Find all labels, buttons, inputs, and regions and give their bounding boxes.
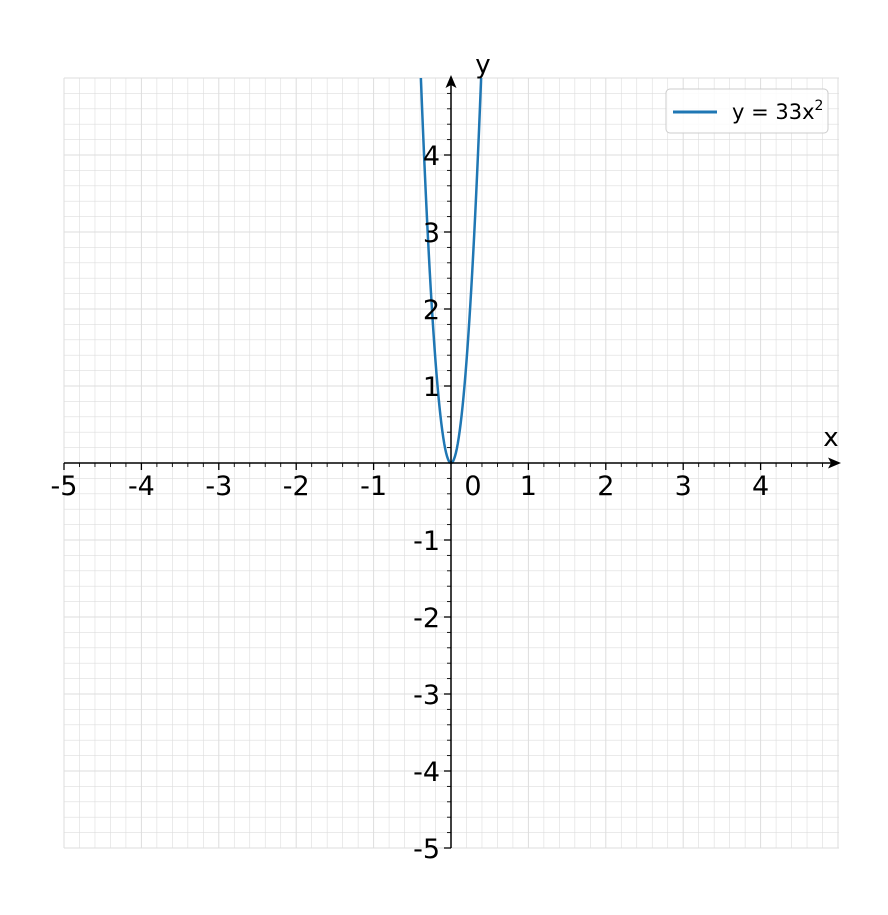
legend-label-main: y = 33x xyxy=(732,100,815,124)
y-axis-label: y xyxy=(475,50,491,80)
y-tick-label: -3 xyxy=(413,680,440,711)
y-tick-label: -1 xyxy=(413,526,440,557)
y-tick-label: -5 xyxy=(413,834,440,865)
y-tick-label: 2 xyxy=(422,295,440,326)
x-tick-label: 4 xyxy=(752,471,770,502)
x-tick-label: 2 xyxy=(597,471,615,502)
x-tick-label: 1 xyxy=(519,471,537,502)
x-tick-label: -1 xyxy=(360,471,388,502)
x-tick-label: -3 xyxy=(205,471,233,502)
legend-label-superscript: 2 xyxy=(814,98,824,114)
y-tick-label: -4 xyxy=(413,757,440,788)
tick-labels xyxy=(51,141,770,865)
y-tick-label: 1 xyxy=(422,372,440,403)
x-tick-label: -2 xyxy=(282,471,310,502)
y-tick-label: 3 xyxy=(422,218,440,249)
legend-label xyxy=(732,98,823,124)
x-axis-label: x xyxy=(823,423,839,453)
legend xyxy=(666,89,828,133)
x-tick-label: 0 xyxy=(464,471,482,502)
x-tick-label: 3 xyxy=(674,471,692,502)
y-tick-label: 4 xyxy=(422,141,440,172)
x-tick-label: -4 xyxy=(127,471,155,502)
x-tick-label: -5 xyxy=(50,471,78,502)
ticks xyxy=(64,93,823,848)
y-tick-label: -2 xyxy=(413,603,440,634)
